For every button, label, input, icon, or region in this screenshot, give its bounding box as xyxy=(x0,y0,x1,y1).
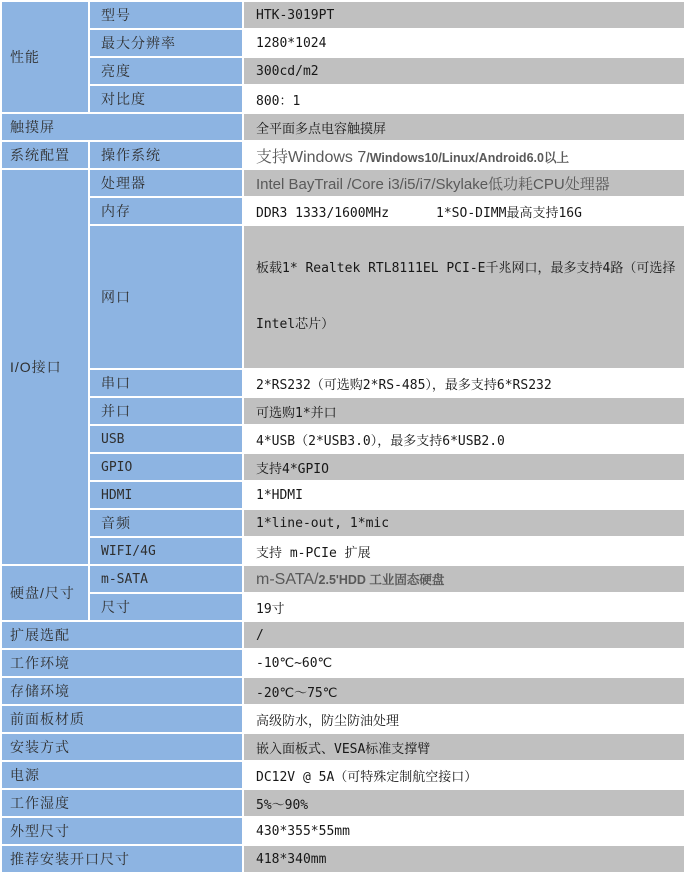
category-cell-operating-env: 工作环境 xyxy=(1,649,243,677)
spec-value-cell-model: HTK-3019PT xyxy=(243,1,684,29)
spec-name-cell: 串口 xyxy=(89,369,243,397)
spec-value-cell: 高级防水，防尘防油处理 xyxy=(243,705,684,733)
msata-value-main: m-SATA/ xyxy=(256,570,319,588)
table-row xyxy=(1,369,684,397)
table-row xyxy=(1,57,684,85)
table-row xyxy=(1,677,684,705)
spec-name-cell: WIFI/4G xyxy=(89,537,243,565)
spec-value-cell: 1*line-out, 1*mic xyxy=(243,509,684,537)
spec-name-cell: 尺寸 xyxy=(89,593,243,621)
table-row xyxy=(1,453,684,481)
category-cell-expansion: 扩展选配 xyxy=(1,621,243,649)
table-row xyxy=(1,593,684,621)
spec-value-cell: 300cd/m2 xyxy=(243,57,684,85)
table-row xyxy=(1,509,684,537)
spec-name-cell: 内存 xyxy=(89,197,243,225)
spec-name-cell: 并口 xyxy=(89,397,243,425)
spec-value-cell: 支持4*GPIO xyxy=(243,453,684,481)
lan-value-line1: 板载1* Realtek RTL8111EL PCI-E千兆网口，最多支持4路（可选择 xyxy=(256,261,676,276)
table-row xyxy=(1,197,684,225)
category-cell-cutout-dimensions: 推荐安装开口尺寸 xyxy=(1,845,243,873)
category-cell-storage-size: 硬盘/尺寸 xyxy=(1,565,89,621)
spec-value-cell: 1280*1024 xyxy=(243,29,684,57)
spec-value-cell: 418*340mm xyxy=(243,845,684,873)
spec-value-cell: DC12V @ 5A（可特殊定制航空接口） xyxy=(243,761,684,789)
spec-value-cell: 嵌入面板式、VESA标准支撑臂 xyxy=(243,733,684,761)
spec-name-cell: HDMI xyxy=(89,481,243,509)
spec-name-cell: 对比度 xyxy=(89,85,243,113)
table-row xyxy=(1,817,684,845)
spec-value-cell: DDR3 1333/1600MHz 1*SO-DIMM最高支持16G xyxy=(243,197,684,225)
table-row xyxy=(1,1,684,29)
spec-value-cell: 5%～90% xyxy=(243,789,684,817)
category-cell-performance: 性能 xyxy=(1,1,89,113)
spec-value-cell: / xyxy=(243,621,684,649)
spec-value-cell-os xyxy=(243,141,684,169)
spec-name-cell: 操作系统 xyxy=(89,141,243,169)
os-value-rest: /Windows10/Linux/Android6.0以上 xyxy=(366,150,569,165)
category-cell-touchscreen: 触摸屏 xyxy=(1,113,243,141)
category-cell-mounting: 安装方式 xyxy=(1,733,243,761)
spec-value-cell: 支持 m-PCIe 扩展 xyxy=(243,537,684,565)
spec-name-cell: 亮度 xyxy=(89,57,243,85)
spec-name-cell: 音频 xyxy=(89,509,243,537)
table-row xyxy=(1,169,684,197)
spec-value-cell: 19寸 xyxy=(243,593,684,621)
table-row xyxy=(1,705,684,733)
table-row xyxy=(1,621,684,649)
table-row xyxy=(1,537,684,565)
category-cell-power: 电源 xyxy=(1,761,243,789)
spec-value-cell-cpu xyxy=(243,169,684,197)
table-row xyxy=(1,425,684,453)
table-row xyxy=(1,141,684,169)
spec-name-cell: GPIO xyxy=(89,453,243,481)
category-cell-system-config: 系统配置 xyxy=(1,141,89,169)
table-row xyxy=(1,789,684,817)
spec-name-cell: 最大分辨率 xyxy=(89,29,243,57)
spec-value-cell: 800：1 xyxy=(243,85,684,113)
table-row xyxy=(1,113,684,141)
spec-value-cell-msata xyxy=(243,565,684,593)
lan-value-line2: Intel芯片） xyxy=(256,317,335,332)
spec-name-cell: USB xyxy=(89,425,243,453)
table-row xyxy=(1,481,684,509)
spec-value-cell: 430*355*55mm xyxy=(243,817,684,845)
category-cell-io: I/O接口 xyxy=(1,169,89,565)
table-row xyxy=(1,29,684,57)
category-cell-humidity: 工作湿度 xyxy=(1,789,243,817)
table-row xyxy=(1,565,684,593)
cpu-value: Intel BayTrail /Core i3/i5/i7/Skylake低功耗CPU处理器 xyxy=(256,175,610,193)
spec-name-cell: 网口 xyxy=(89,225,243,369)
table-row xyxy=(1,85,684,113)
spec-name-cell: 型号 xyxy=(89,1,243,29)
table-row xyxy=(1,845,684,873)
category-cell-outer-dimensions: 外型尺寸 xyxy=(1,817,243,845)
table-row xyxy=(1,397,684,425)
spec-value-cell: -10℃~60℃ xyxy=(243,649,684,677)
table-row xyxy=(1,733,684,761)
spec-value-cell: -20℃～75℃ xyxy=(243,677,684,705)
spec-value-cell: 全平面多点电容触摸屏 xyxy=(243,113,684,141)
spec-value-cell: 4*USB（2*USB3.0），最多支持6*USB2.0 xyxy=(243,425,684,453)
spec-value-cell: 可选购1*并口 xyxy=(243,397,684,425)
spec-value-cell: 1*HDMI xyxy=(243,481,684,509)
table-row xyxy=(1,761,684,789)
table-row xyxy=(1,225,684,369)
spec-value-cell-lan xyxy=(243,225,684,369)
table-row xyxy=(1,649,684,677)
spec-name-cell: m-SATA xyxy=(89,565,243,593)
os-value-main: 支持Windows 7 xyxy=(256,148,367,166)
spec-value-cell: 2*RS232（可选购2*RS-485），最多支持6*RS232 xyxy=(243,369,684,397)
category-cell-front-panel: 前面板材质 xyxy=(1,705,243,733)
msata-value-rest: 2.5'HDD 工业固态硬盘 xyxy=(318,572,445,587)
category-cell-storage-env: 存储环境 xyxy=(1,677,243,705)
spec-name-cell: 处理器 xyxy=(89,169,243,197)
